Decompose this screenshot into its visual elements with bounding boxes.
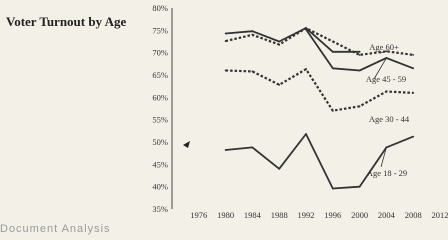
data-point: [359, 54, 361, 56]
data-point: [412, 136, 414, 138]
x-tick-label: 2012: [431, 210, 448, 220]
data-point: [278, 84, 280, 86]
data-point: [305, 29, 307, 31]
x-tick-label: 1992: [297, 210, 315, 220]
x-tick-label: 1988: [270, 210, 288, 220]
data-point: [412, 67, 414, 69]
data-point: [359, 51, 361, 53]
data-point: [278, 41, 280, 43]
data-point: [278, 44, 280, 46]
x-tick-label: 2004: [377, 210, 395, 220]
y-tick-label: 50%: [152, 137, 168, 147]
data-point: [252, 147, 254, 149]
x-tick-label: 2008: [404, 210, 422, 220]
data-point: [412, 54, 414, 56]
series-labels: [366, 42, 410, 178]
footer-caption: Document Analysis: [0, 223, 111, 235]
series-label: Age 60+: [369, 42, 399, 52]
y-tick-labels: [152, 3, 168, 214]
x-tick-label: 1976: [190, 210, 208, 220]
data-point: [332, 110, 334, 112]
data-point: [412, 92, 414, 94]
y-tick-label: 35%: [152, 204, 168, 214]
data-point: [332, 67, 334, 69]
x-tick-label: 1980: [217, 210, 235, 220]
series-label: Age 45 - 59: [365, 74, 407, 84]
data-point: [225, 149, 227, 151]
series-line: [226, 134, 414, 189]
data-point: [225, 70, 227, 72]
data-point: [305, 133, 307, 135]
y-tick-label: 60%: [152, 92, 168, 103]
x-tick-labels: [190, 210, 448, 220]
data-point: [252, 30, 254, 32]
y-tick-label: 40%: [152, 181, 168, 192]
data-point: [359, 186, 361, 188]
series-label: Age 18 - 29: [366, 168, 408, 178]
x-tick-label: 1984: [243, 210, 261, 220]
series-label: Age 30 - 44: [368, 114, 410, 124]
y-tick-label: 65%: [152, 70, 168, 80]
data-point: [305, 68, 307, 70]
data-point: [386, 91, 388, 93]
y-tick-label: 75%: [152, 25, 168, 36]
data-point: [278, 168, 280, 170]
series-line: [226, 28, 360, 52]
data-point: [225, 40, 227, 42]
y-tick-label: 80%: [152, 3, 168, 13]
data-point: [225, 33, 227, 35]
data-point: [252, 34, 254, 36]
data-point: [359, 70, 361, 72]
data-point: [359, 105, 361, 107]
y-tick-label: 70%: [152, 47, 168, 58]
y-tick-label: 45%: [152, 159, 168, 170]
data-point: [252, 71, 254, 73]
data-point: [332, 188, 334, 190]
y-tick-label: 55%: [152, 114, 168, 125]
arrow-pointer: [183, 141, 190, 148]
x-tick-label: 2000: [351, 210, 369, 220]
chart-title: Voter Turnout by Age: [6, 14, 127, 29]
data-point: [332, 51, 334, 53]
x-tick-label: 1996: [324, 210, 342, 220]
